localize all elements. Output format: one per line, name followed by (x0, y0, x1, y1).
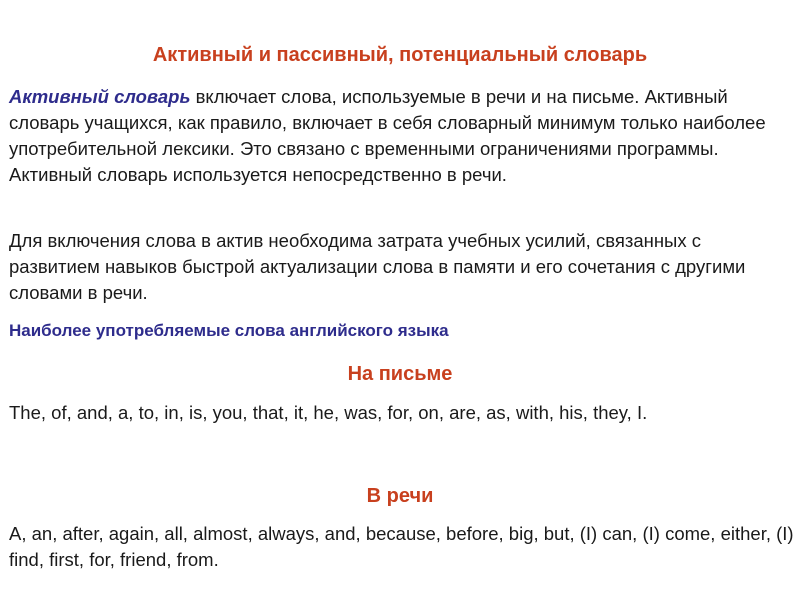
speech-word-list: A, an, after, again, all, almost, always, and, because, before, big, but, (I) can, (I) come, either, (I) find, first, for, friend, from. (9, 523, 794, 570)
intro-paragraph (9, 84, 794, 188)
slide-title: Активный и пассивный, потенциальный словарь (152, 44, 648, 66)
speech-heading: В речи (366, 485, 434, 507)
writing-heading: На письме (347, 363, 453, 385)
writing-word-list: The, of, and, a, to, in, is, you, that, it, he, was, for, on, are, as, with, his, they, I. (9, 402, 648, 423)
active-vocabulary-term: Активный словарь (9, 86, 191, 107)
intro-paragraph-text: включает слова, используемые в речи и на письме. Активный словарь учащихся, как правило, включает в себя словарный минимум только наиболее употребительной лексики. Это связано с временными ограничениями программы. Активный словарь используется непосредственно в речи. (9, 86, 766, 185)
activation-paragraph: Для включения слова в актив необходима затрата учебных усилий, связанных с развитием навыков быстрой актуализации слова в памяти и его сочетания с другими словами в речи. (9, 230, 746, 303)
frequent-words-heading: Наиболее употребляемые слова английского языка (9, 321, 449, 340)
